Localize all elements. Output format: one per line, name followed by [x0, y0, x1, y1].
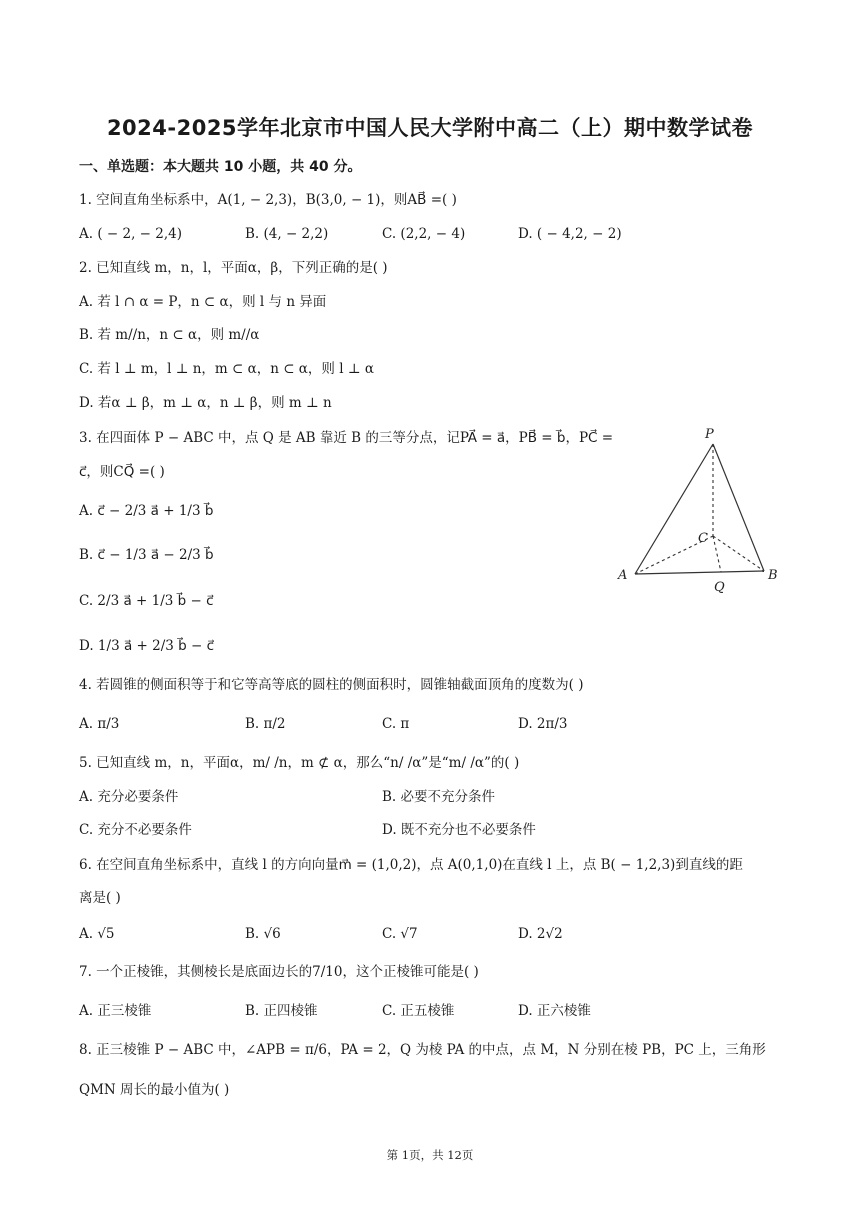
q4-option-b: B. π/2 — [245, 716, 286, 732]
question-5-stem: 5. 已知直线 m，n，平面α，m/ /n，m ⊄ α，那么“n/ /α”是“m/ /α”的( ) — [79, 755, 520, 771]
q5-option-a: A. 充分必要条件 — [79, 789, 179, 805]
q1-option-c: C. (2,2, − 4) — [382, 226, 466, 242]
q7-option-b: B. 正四棱锥 — [245, 1003, 318, 1019]
q5-option-d: D. 既不充分也不必要条件 — [382, 822, 536, 838]
page-footer: 第 1页，共 12页 — [386, 1148, 474, 1162]
q7-option-a: A. 正三棱锥 — [79, 1003, 152, 1019]
question-6-stem-cont: 离是( ) — [79, 890, 121, 906]
q7-option-d: D. 正六棱锥 — [518, 1003, 591, 1019]
question-7-stem: 7. 一个正棱锥，其侧棱长是底面边长的7/10，这个正棱锥可能是( ) — [79, 964, 479, 980]
q4-option-c: C. π — [382, 716, 410, 732]
q4-option-a: A. π/3 — [79, 716, 120, 732]
label-B: B — [768, 568, 778, 583]
label-Q: Q — [714, 580, 725, 595]
question-8-stem-cont: QMN 周长的最小值为( ) — [79, 1082, 230, 1098]
question-3-stem-cont: c⃗，则CQ⃗ =( ) — [79, 464, 165, 480]
q4-option-d: D. 2π/3 — [518, 716, 568, 732]
label-P: P — [705, 427, 714, 442]
question-3-stem: 3. 在四面体 P − ABC 中，点 Q 是 AB 靠近 B 的三等分点，记PA⃗ = a⃗，PB⃗ = b⃗，PC⃗ = — [79, 430, 614, 446]
tetrahedron-figure — [612, 418, 790, 596]
question-6-stem: 6. 在空间直角坐标系中，直线 l 的方向向量m⃗ = (1,0,2)，点 A(0,1,0)在直线 l 上，点 B( − 1,2,3)到直线的距 — [79, 857, 743, 873]
q5-option-c: C. 充分不必要条件 — [79, 822, 192, 838]
q6-option-a: A. √5 — [79, 926, 115, 942]
edge-AB — [635, 571, 764, 574]
q2-option-a: A. 若 l ∩ α = P，n ⊂ α，则 l 与 n 异面 — [79, 294, 327, 310]
q3-option-b: B. c⃗ − 1/3 a⃗ − 2/3 b⃗ — [79, 547, 214, 563]
question-4-stem: 4. 若圆锥的侧面积等于和它等高等底的圆柱的侧面积时，圆锥轴截面顶角的度数为( ) — [79, 677, 584, 693]
q5-option-b: B. 必要不充分条件 — [382, 789, 496, 805]
q6-option-d: D. 2√2 — [518, 926, 563, 942]
q1-option-d: D. ( − 4,2, − 2) — [518, 226, 622, 242]
q2-option-b: B. 若 m//n，n ⊂ α，则 m//α — [79, 327, 260, 343]
q3-option-c: C. 2/3 a⃗ + 1/3 b⃗ − c⃗ — [79, 593, 214, 609]
q2-option-d: D. 若α ⊥ β，m ⊥ α，n ⊥ β，则 m ⊥ n — [79, 395, 332, 411]
q1-option-a: A. ( − 2, − 2,4) — [79, 226, 183, 242]
q1-option-b: B. (4, − 2,2) — [245, 226, 329, 242]
section-heading: 一、单选题：本大题共 10 小题，共 40 分。 — [79, 159, 362, 175]
label-A: A — [618, 568, 628, 583]
q6-option-b: B. √6 — [245, 926, 281, 942]
q6-option-c: C. √7 — [382, 926, 418, 942]
label-C: C — [698, 531, 708, 546]
question-1-stem: 1. 空间直角坐标系中，A(1, − 2,3)，B(3,0, − 1)，则AB⃗ =( ) — [79, 192, 457, 208]
q7-option-c: C. 正五棱锥 — [382, 1003, 455, 1019]
q2-option-c: C. 若 l ⊥ m，l ⊥ n，m ⊂ α，n ⊂ α，则 l ⊥ α — [79, 361, 374, 377]
question-2-stem: 2. 已知直线 m，n，l，平面α，β，下列正确的是( ) — [79, 260, 388, 276]
edge-PB — [713, 444, 764, 571]
q3-option-a: A. c⃗ − 2/3 a⃗ + 1/3 b⃗ — [79, 503, 214, 519]
page-title: 2024-2025学年北京市中国人民大学附中高二（上）期中数学试卷 — [106, 116, 754, 140]
q3-option-d: D. 1/3 a⃗ + 2/3 b⃗ − c⃗ — [79, 638, 215, 654]
segment-CQ — [713, 536, 721, 572]
question-8-stem: 8. 正三棱锥 P − ABC 中，∠APB = π/6，PA = 2，Q 为棱 PA 的中点，点 M，N 分别在棱 PB，PC 上，三角形 — [79, 1042, 766, 1058]
